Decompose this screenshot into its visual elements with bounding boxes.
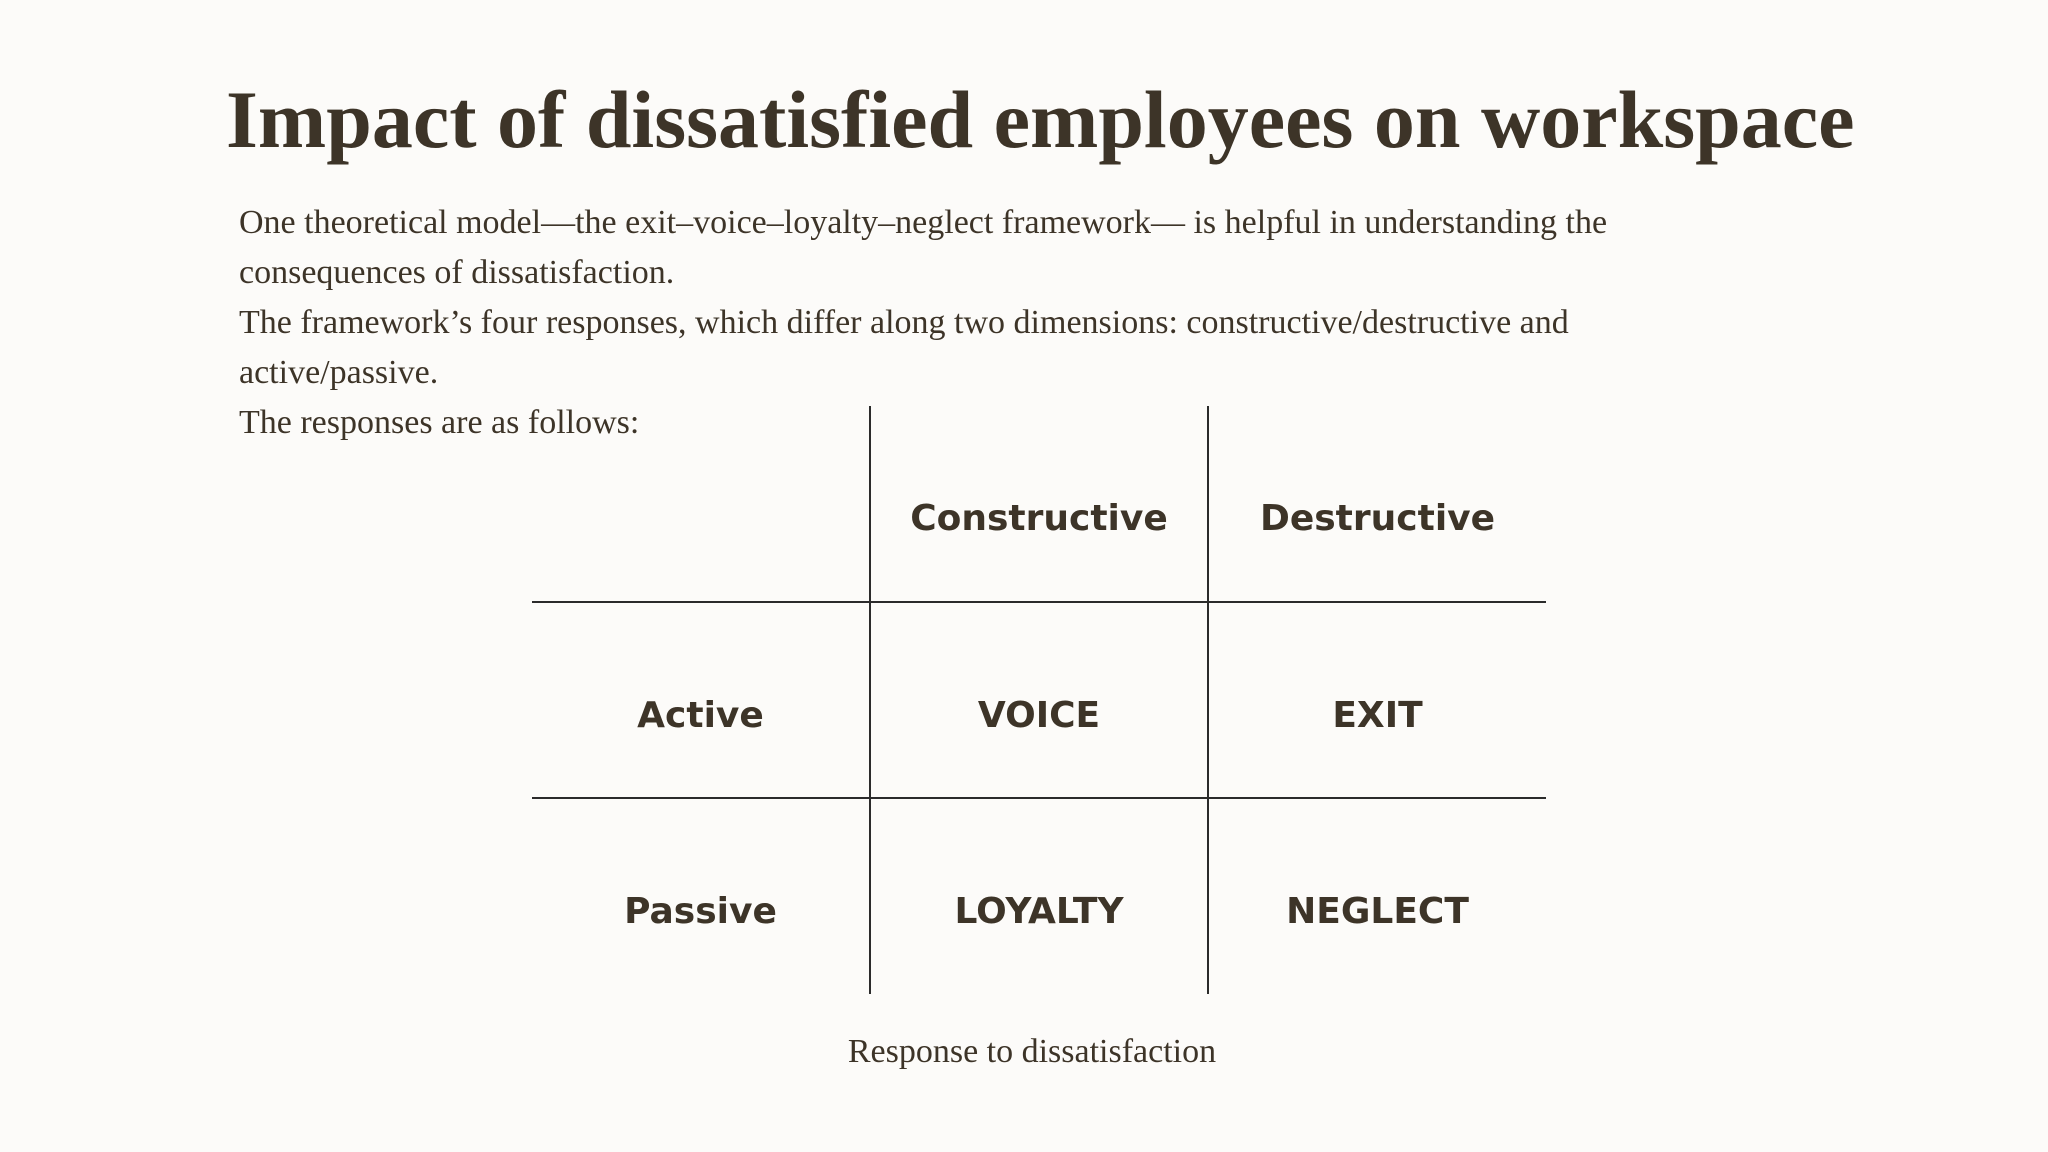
intro-paragraph: One theoretical model—the exit–voice–loyalty–neglect framework— is helpful in understanding the consequences of dissatisfaction.: [239, 204, 1608, 291]
cell-exit: EXIT: [1332, 694, 1423, 736]
row-label-passive: Passive: [624, 891, 777, 932]
column-header-constructive: Constructive: [910, 498, 1168, 539]
column-header-destructive: Destructive: [1259, 498, 1496, 539]
table-caption: Response to dissatisfaction: [847, 1033, 1217, 1070]
framework-table: [532, 406, 1546, 994]
cell-loyalty: LOYALTY: [954, 891, 1124, 932]
row-label-active: Active: [637, 694, 764, 736]
cell-neglect: NEGLECT: [1286, 891, 1469, 932]
slide-title: Impact of dissatisfied employees on workspace: [226, 74, 1855, 165]
framework-paragraph: The framework’s four responses, which differ along two dimensions: constructive/destructive and active/passive.: [239, 304, 1569, 391]
responses-lead-paragraph: The responses are as follows:: [239, 404, 640, 441]
cell-voice: VOICE: [977, 694, 1101, 736]
